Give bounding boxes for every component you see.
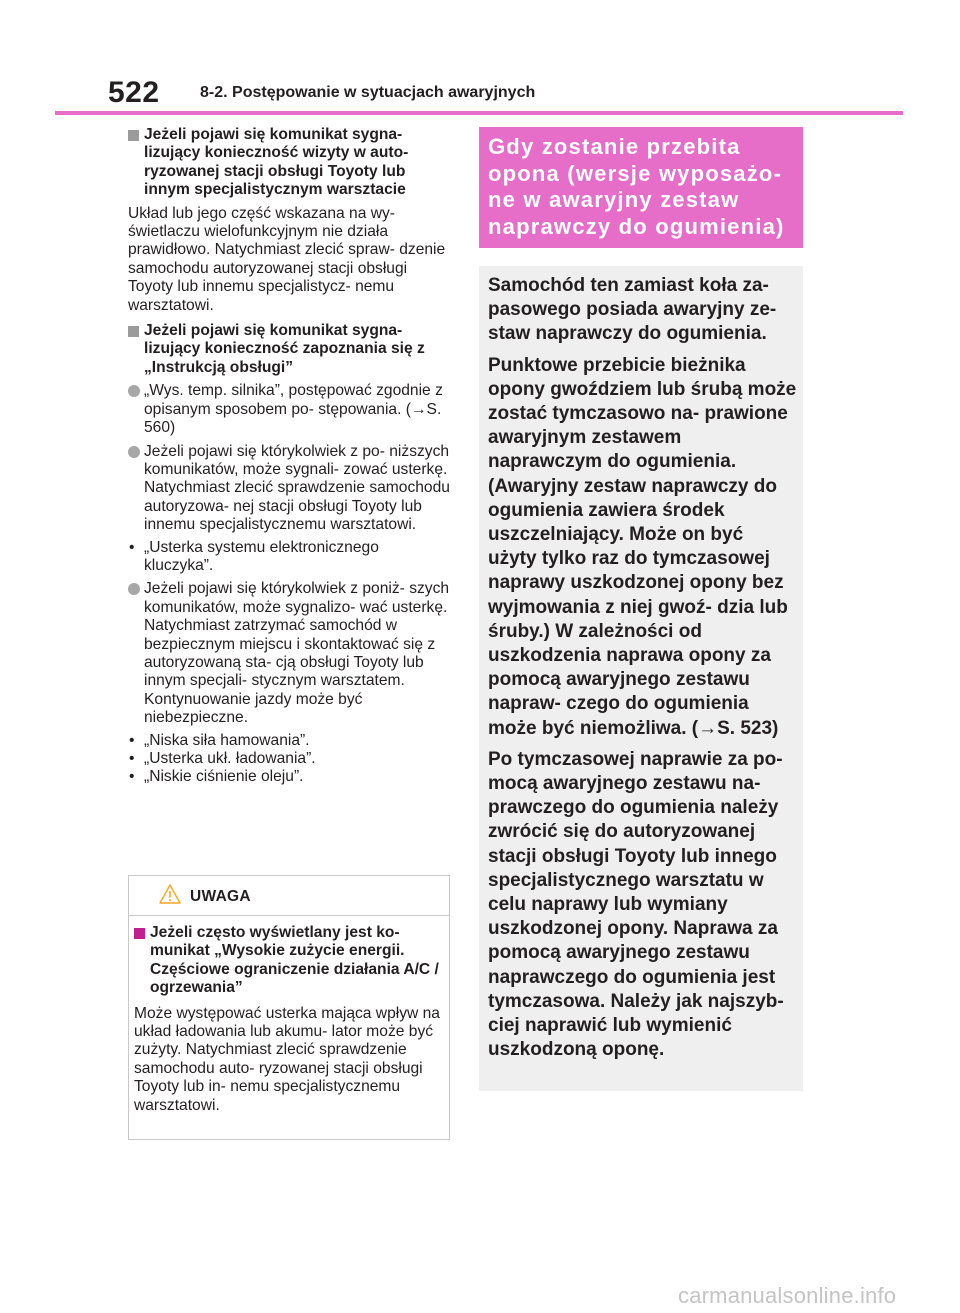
square-bullet-icon	[128, 130, 139, 141]
item-text: „Wys. temp. silnika”, postępować zgodnie z opisanym sposobem po- stępowania. (→S. 560)	[144, 382, 443, 437]
flat-tire-title: Gdy zostanie przebita opona (wersje wyposażo- ne w awaryjny zestaw naprawczy do ogumienia)	[479, 127, 803, 248]
bullet-text: „Niska siła hamowania”.	[144, 731, 310, 749]
item-text: Jeżeli pojawi się którykolwiek z po- niższych komunikatów, może sygnali- zować usterkę. Natychmiast zlecić sprawdzenie samochodu autoryzowa- nej stacji obsługi Toyoty lub innemu specjalistycznemu warsztatowi.	[144, 442, 450, 534]
bullet-item	[128, 750, 450, 768]
bullet-dot: •	[129, 731, 135, 749]
watermark: carmanualsonline.info	[678, 1283, 897, 1308]
header-rule	[55, 111, 903, 115]
heading-manual-message	[128, 322, 450, 377]
page-number: 522	[108, 76, 160, 109]
heading-text: Jeżeli pojawi się komunikat sygna- lizujący konieczność wizyty w auto- ryzowanej stacji obsługi Toyoty lub innym specjalistycznym warsztacie	[144, 126, 409, 199]
warning-heading-text: Jeżeli często wyświetlany jest ko- munikat „Wysokie zużycie energii. Częściowe ograniczenie działania A/C / ogrzewania”	[150, 924, 439, 997]
warning-heading	[134, 924, 443, 998]
heading-text: Jeżeli pojawi się komunikat sygna- lizujący konieczność zapoznania się z „Instrukcją obsługi”	[144, 322, 425, 376]
info-paragraph-3: Po tymczasowej naprawie za po- mocą awaryjnego zestawu na- prawczego do ogumienia należy zwrócić się do autoryzowanej stacji obsługi Toyoty lub innego specjalistycznego warsztatu w celu naprawy lub wymiany uszkodzonej opony. Naprawa za pomocą awaryjnego zestawu naprawczego do ogumienia jest tymczasowa. Należy jak najszyb- ciej naprawić lub wymienić uszkodzoną oponę.	[488, 748, 784, 1061]
circle-bullet-icon	[128, 583, 140, 595]
item-malfunction	[128, 443, 450, 535]
bullet-item	[128, 768, 450, 786]
item-engine-temp	[128, 382, 450, 437]
warning-header	[129, 876, 449, 916]
bullet-text: „Niskie ciśnienie oleju”.	[144, 768, 304, 786]
circle-bullet-icon	[128, 385, 140, 397]
info-paragraph-2: Punktowe przebicie bieżnika opony gwoździem lub śrubą może zostać tymczasowo na- prawione awaryjnym zestawem naprawczym do ogumienia. (Awaryjny zestaw naprawczy do ogumienia zawiera środek uszczelniający. Może on być użyty tylko raz do tymczasowej naprawy uszkodzonej opony bez wyjmowania z niej gwoź- dzia lub śruby.) W zależności od uszkodzenia naprawa opony za pomocą awaryjnego zestawu napraw- czego do ogumienia może być niemożliwa. (→S. 523)	[488, 354, 797, 739]
bullet-text: „Usterka systemu elektronicznego kluczyka”.	[144, 538, 379, 574]
warning-box	[128, 875, 450, 1140]
flat-tire-info-box	[479, 266, 803, 1091]
item-stop-vehicle	[128, 580, 450, 727]
warning-triangle-icon	[159, 884, 181, 904]
item-text: Jeżeli pojawi się którykolwiek z poniż- szych komunikatów, może sygnalizo- wać usterkę. Natychmiast zatrzymać samochód w bezpiecznym miejscu i skontaktować się z autoryzowaną sta- cją obsługi Toyoty lub innym specjali- stycznym warsztatem. Kontynuowanie jazdy może być niebezpieczne.	[144, 580, 450, 727]
warning-text: Może występować usterka mająca wpływ na układ ładowania lub akumu- lator może być zużyty. Natychmiast zlecić sprawdzenie samochodu auto- ryzowanej stacji obsługi Toyoty lub in- nemu specjalistycznemu warsztatowi.	[134, 1004, 440, 1114]
square-bullet-icon	[128, 326, 139, 337]
warning-body	[129, 916, 449, 1115]
bullet-item	[128, 539, 450, 576]
warning-label: UWAGA	[190, 888, 251, 905]
section-title: 8-2. Postępowanie w sytuacjach awaryjnych	[200, 84, 536, 101]
left-column	[128, 126, 450, 787]
bullet-dot: •	[129, 768, 135, 786]
paragraph-service: Układ lub jego część wskazana na wy- świetlaczu wielofunkcyjnym nie działa prawidłowo. Natychmiast zlecić spraw- dzenie samochodu autoryzowanej stacji obsługi Toyoty lub innemu specjalistycz- nemu warsztatowi.	[128, 204, 446, 314]
bullet-text: „Usterka ukł. ładowania”.	[144, 750, 316, 767]
heading-service-message	[128, 126, 450, 200]
circle-bullet-icon	[128, 446, 140, 458]
bullet-dot: •	[129, 538, 135, 556]
bullet-dot: •	[129, 750, 135, 767]
info-paragraph-1: Samochód ten zamiast koła za- pasowego posiada awaryjny ze- staw naprawczy do ogumienia.	[488, 275, 777, 345]
square-bullet-icon	[134, 928, 145, 939]
bullet-item	[128, 732, 450, 750]
